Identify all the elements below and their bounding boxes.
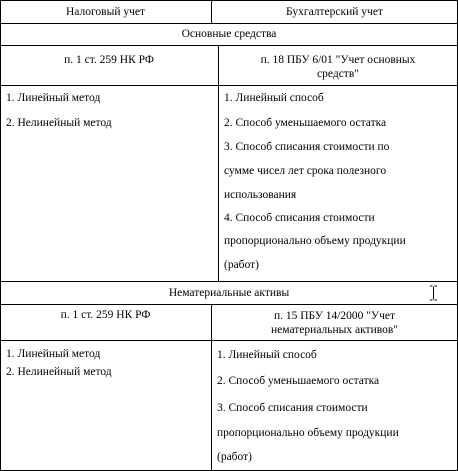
tax-method-item: 1. Линейный метод xyxy=(6,92,101,104)
accounting-method-item: сумме чисел лет срока полезного xyxy=(224,165,387,177)
tax-method-item: 1. Линейный метод xyxy=(6,348,101,360)
tax-method-item: 2. Нелинейный метод xyxy=(6,117,112,129)
accounting-method-item: 1. Линейный способ xyxy=(224,92,324,104)
accounting-method-item: (работ) xyxy=(217,451,252,463)
accounting-method-item: 3. Способ списания стоимости xyxy=(217,402,368,414)
accounting-method-item: 2. Способ уменьшаемого остатка xyxy=(224,117,387,129)
divider xyxy=(0,281,458,282)
tax-reference: п. 1 ст. 259 НК РФ xyxy=(60,309,151,321)
tax-reference: п. 1 ст. 259 НК РФ xyxy=(64,54,154,66)
divider xyxy=(0,85,458,86)
accounting-method-item: 4. Способ списания стоимости xyxy=(224,212,375,224)
text-cursor-icon xyxy=(429,285,438,301)
border-top xyxy=(0,0,458,1)
accounting-reference-line1: п. 18 ПБУ 6/01 "Учет основных xyxy=(260,54,416,66)
accounting-reference-line1: п. 15 ПБУ 14/2000 "Учет xyxy=(273,310,396,322)
header-tax: Налоговый учет xyxy=(65,6,146,18)
accounting-method-item: пропорционально объему продукции xyxy=(217,427,399,439)
accounting-method-item: использования xyxy=(224,189,297,201)
divider xyxy=(0,45,458,46)
accounting-reference-line2: нематериальных активов" xyxy=(271,324,398,336)
accounting-method-item: (работ) xyxy=(224,259,259,271)
header-accounting: Бухгалтерский учет xyxy=(286,6,383,18)
divider xyxy=(0,23,458,24)
accounting-method-item: 1. Линейный способ xyxy=(217,349,317,361)
section-title-fixed-assets: Основные средства xyxy=(181,28,277,40)
section-title-intangible-assets: Нематериальные активы xyxy=(168,287,290,299)
divider xyxy=(0,340,458,341)
border-left xyxy=(0,0,1,471)
accounting-reference-line2: средств" xyxy=(317,68,359,80)
accounting-method-item: 3. Способ списания стоимости по xyxy=(224,141,390,153)
tax-method-item: 2. Нелинейный метод xyxy=(6,366,112,378)
accounting-method-item: 2. Способ уменьшаемого остатка xyxy=(217,375,380,387)
divider xyxy=(0,304,458,305)
accounting-method-item: пропорционально объему продукции xyxy=(224,235,406,247)
